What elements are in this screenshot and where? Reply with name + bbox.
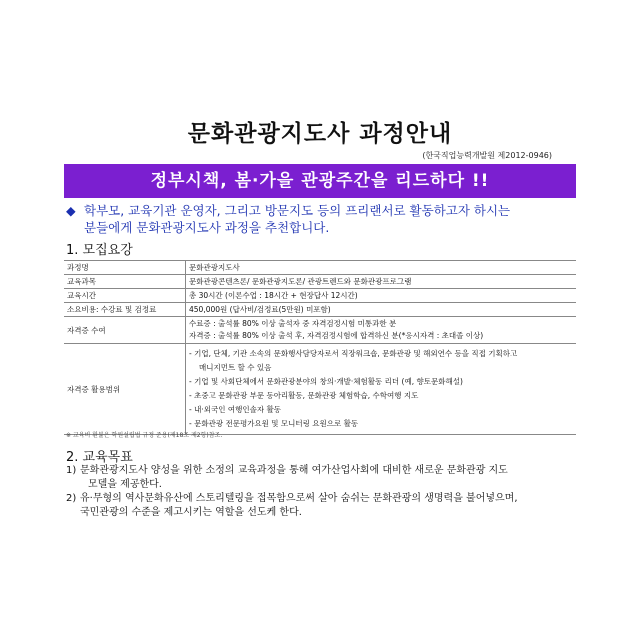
cell-line: 매니지먼트 할 수 있음 — [199, 363, 272, 372]
intro-line-2: 분들에게 문화관광지도사 과정을 추천합니다. — [84, 220, 330, 235]
goals-list — [66, 464, 578, 520]
row-label: 소요비용: 수강료 및 검정료 — [64, 303, 186, 317]
table-row — [64, 261, 576, 275]
cell-line: - 기업, 단체, 기관 소속의 문화행사담당자로서 직장워크숍, 문화관광 및 해외연수 등을 직접 기획하고 — [189, 349, 518, 358]
goal-line: 모델을 제공한다. — [88, 479, 162, 490]
page-title: 문화관광지도사 과정안내 — [187, 121, 453, 147]
row-label: 교육과목 — [64, 275, 186, 289]
row-label: 교육시간 — [64, 289, 186, 303]
list-item — [66, 492, 578, 520]
goal-line: 국민관광의 수준을 제고시키는 역할을 선도케 한다. — [80, 507, 302, 518]
section-heading-recruitment: 1. 모집요강 — [66, 243, 133, 258]
goal-line: 유·무형의 역사문화유산에 스토리텔링을 접목함으로써 살아 숨쉬는 문화관광의 생명력을 불어넣으며, — [80, 493, 518, 504]
table-row — [64, 275, 576, 289]
intro-text — [66, 202, 576, 236]
row-value — [186, 344, 577, 435]
cell-line: - 내·외국인 여행인솔자 활동 — [189, 405, 281, 414]
cell-line: 자격증 : 출석률 80% 이상 출석 후, 자격검정시험에 합격하신 분(*응시자격 : 초대졸 이상) — [189, 331, 484, 340]
cell-line: - 문화관광 전문평가요원 및 모니터링 요원으로 활동 — [189, 419, 359, 428]
certification-number: (한국직업능력개발원 제2012-0946) — [422, 151, 552, 160]
row-value: 450,000원 (답사비/검정료(5만원) 미포함) — [186, 303, 577, 317]
row-label: 자격증 활용범위 — [64, 344, 186, 435]
intro-line-1-text: 학부모, 교육기관 운영자, 그리고 방문지도 등의 프리랜서로 활동하고자 하시는 — [84, 203, 511, 218]
promo-banner: 정부시책, 봄·가을 관광주간을 리드하다 !! — [64, 164, 576, 198]
table-row — [64, 344, 576, 435]
footnote: ※ 교육비 환불은 학원설립법 규정 준용(제18조 제2항)참조. — [66, 432, 223, 439]
table-row — [64, 289, 576, 303]
list-item — [66, 464, 578, 492]
intro-line-1 — [66, 202, 576, 219]
section-heading-goals: 2. 교육목표 — [66, 450, 133, 465]
goal-line: 문화관광지도사 양성을 위한 소정의 교육과정을 통해 여가산업사회에 대비한 새로운 문화관광 지도 — [80, 465, 508, 476]
goal-number: 1) — [66, 465, 77, 476]
row-label: 과정명 — [64, 261, 186, 275]
cell-line: - 초중고 문화관광 부문 동아리활동, 문화관광 체험학습, 수학여행 지도 — [189, 391, 419, 400]
recruitment-table — [64, 260, 576, 435]
table-row — [64, 303, 576, 317]
row-value: 문화관광지도사 — [186, 261, 577, 275]
cell-line: - 기업 및 사회단체에서 문화관광분야의 창의·개발·체험활동 리더 (예, 향토문화해설) — [189, 377, 463, 386]
row-value: 문화관광콘텐츠론/ 문화관광지도론/ 관광트렌드와 문화관광프로그램 — [186, 275, 577, 289]
row-value — [186, 317, 577, 344]
diamond-bullet-icon: ◆ — [66, 203, 76, 218]
cell-line: 수료증 : 출석률 80% 이상 출석자 중 자격검정시험 미통과한 분 — [189, 319, 397, 328]
row-value: 총 30시간 (이론수업 : 18시간 + 현장답사 12시간) — [186, 289, 577, 303]
row-label: 자격증 수여 — [64, 317, 186, 344]
goal-number: 2) — [66, 493, 77, 504]
table-row — [64, 317, 576, 344]
